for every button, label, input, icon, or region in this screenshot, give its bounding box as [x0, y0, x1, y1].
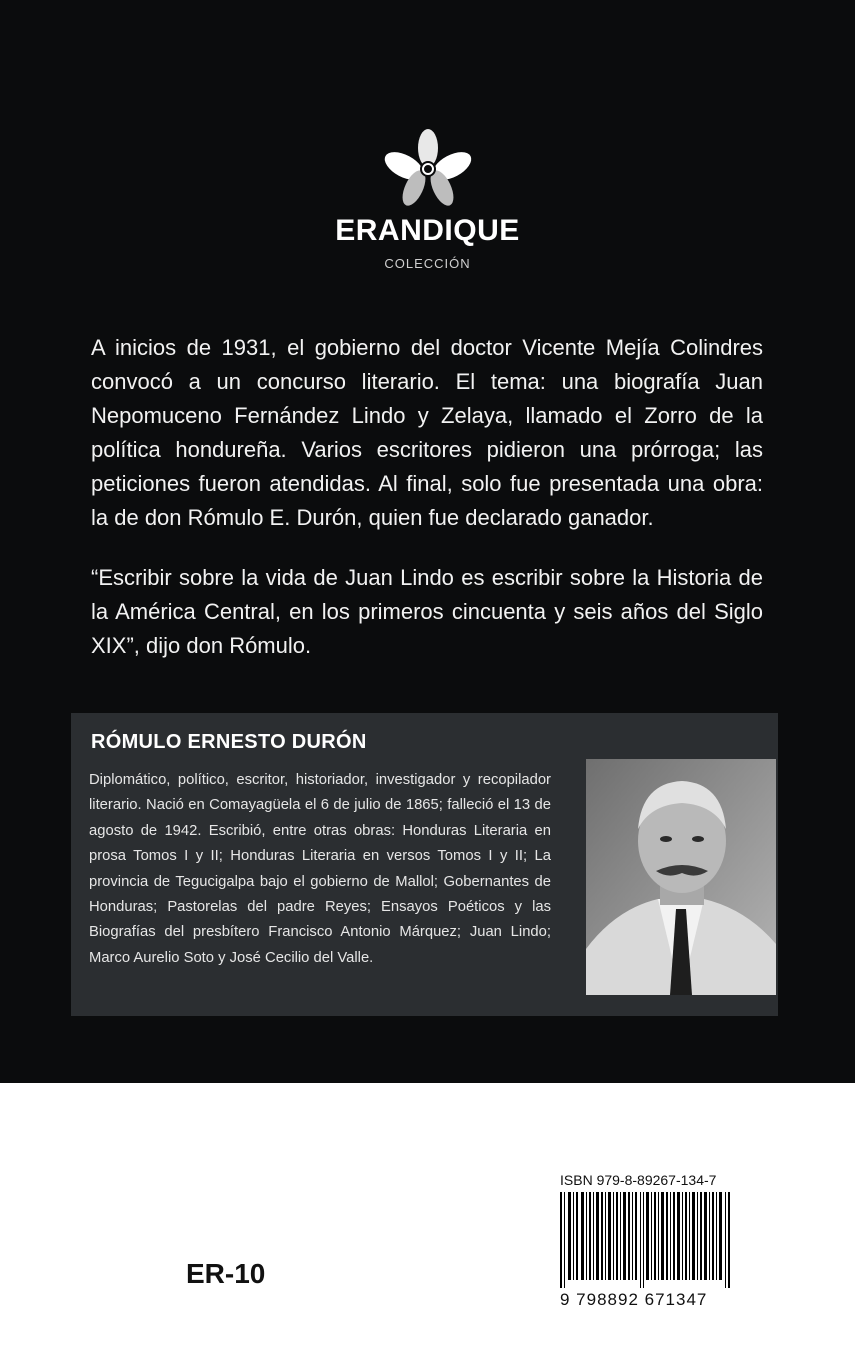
brand-subtitle: COLECCIÓN — [384, 256, 471, 271]
synopsis-paragraph-2: “Escribir sobre la vida de Juan Lindo es escribir sobre la Historia de la América Central, en los primeros cincuenta y seis años del Siglo XIX”, dijo don Rómulo. — [91, 565, 763, 658]
isbn-digits: 9 798892 671347 — [560, 1290, 708, 1309]
author-name: RÓMULO ERNESTO DURÓN — [91, 731, 367, 753]
series-code: ER-10 — [186, 1258, 266, 1289]
author-bio-box — [71, 713, 778, 1016]
isbn-label: ISBN 979-8-89267-134-7 — [560, 1172, 717, 1188]
flower-logo-icon — [380, 128, 476, 208]
author-portrait-photo — [586, 759, 776, 995]
author-bio-text: Diplomático, político, escritor, historiador, investigador y recopilador literario. Nació en Comayagüela el 6 de julio de 1865; falleció el 13 de agosto de 1942. Escribió, entre otras obras: Honduras Literaria en prosa Tomos I y II; Honduras Literaria en versos Tomos I y II; La provincia de Tegucigalpa bajo el gobierno de Mallol; Gobernantes de Honduras; Pastorelas del padre Reyes; Ensayos Poéticos y las Biografías del presbítero Francisco Antonio Márquez; Juan Lindo; Marco Aurelio Soto y José Cecilio del Valle. — [89, 772, 551, 966]
barcode-icon — [560, 1192, 732, 1288]
brand-name: ERANDIQUE — [335, 214, 520, 247]
synopsis-paragraph-1: A inicios de 1931, el gobierno del doctor Vicente Mejía Colindres convocó a un concurso literario. El tema: una biografía Juan Nepomuceno Fernández Lindo y Zelaya, llamado el Zorro de la política hondureña. Varios escritores pidieron una prórroga; las peticiones fueron atendidas. Al final, solo fue presentada una obra: la de don Rómulo E. Durón, quien fue declarado ganador. — [91, 335, 763, 530]
